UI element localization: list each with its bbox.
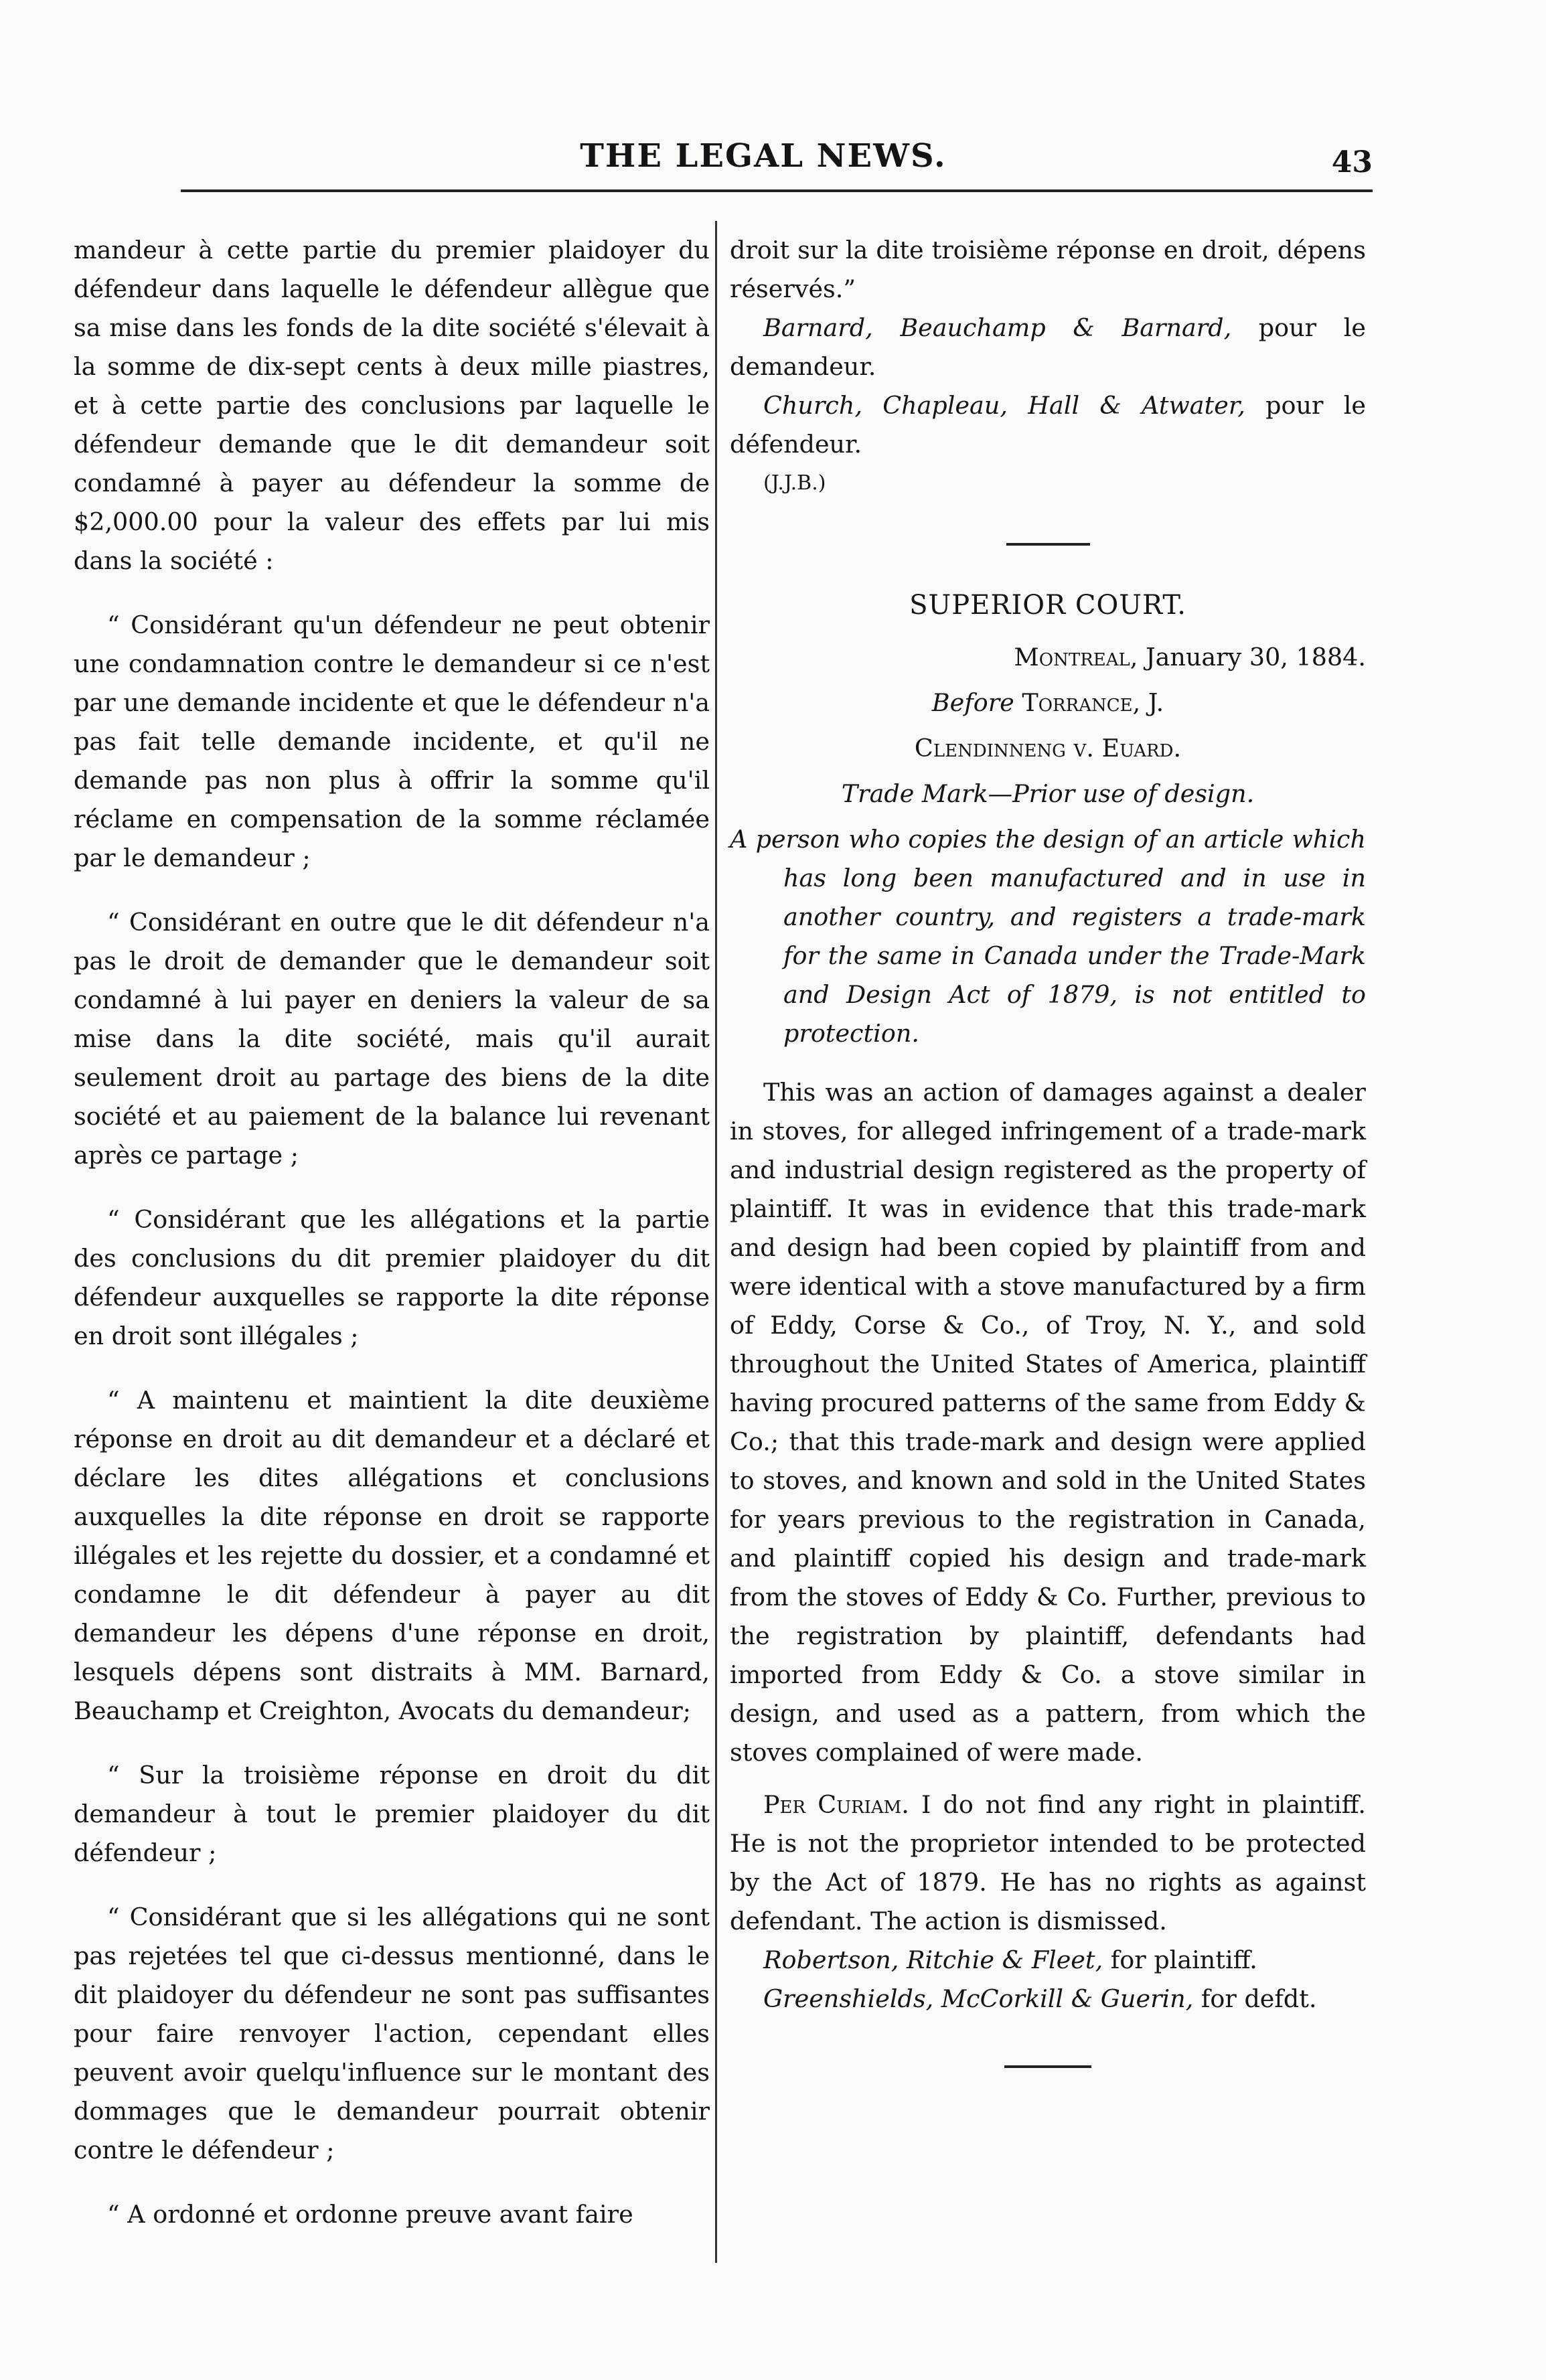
facts-paragraph: This was an action of damages against a dealer in stoves, for alleged infringement of a trade-mark and industrial design registered as the property of plaintiff. It was in evidence that this trade-mark and design had been copied by plaintiff from and were identical with a stove manufactured by a firm of Eddy, Corse & Co., of Troy, N. Y., and sold throughout the United States of America, plaintiff having procured patterns of the same from Eddy & Co.; that this trade-mark and design were applied to stoves, and known and sold in the United States for years previous to the registration in Canada, and plaintiff copied his design and trade-mark from the stoves of Eddy & Co. Further, previous to the registration by plaintiff, defendants had imported from Eddy & Co. a stove similar in design, and used as a pattern, from which the stoves complained of were made.	[730, 1078, 1366, 1767]
paragraph: mandeur à cette partie du premier plaidoyer du défendeur dans laquelle le défendeur allègue que sa mise dans les fonds de la dite société s'élevait à la somme de dix-sept cents à deux mille piastres, et à cette partie des conclusions par laquelle le défendeur demande que le dit demandeur soit condamné à payer au défendeur la somme de $2,000.00 pour la valeur des effets par lui mis dans la société :	[74, 236, 710, 575]
court-heading: SUPERIOR COURT.	[909, 590, 1186, 621]
judge-name: Torrance, J.	[1022, 688, 1164, 717]
final-counsel-plaintiff	[730, 1941, 1366, 1980]
counsel-plaintiff	[730, 309, 1366, 386]
subject-line: Trade Mark—Prior use of design.	[841, 779, 1255, 808]
counsel-names: Church, Chapleau, Hall & Atwater,	[763, 391, 1245, 420]
counsel-names: Robertson, Ritchie & Fleet,	[763, 1946, 1103, 1974]
counsel-names: Greenshields, McCorkill & Guerin,	[763, 1984, 1194, 2013]
counsel-role: pour le défendeur.	[730, 391, 1366, 459]
end-rule	[1004, 2065, 1091, 2068]
final-counsel-defendant	[730, 1980, 1366, 2018]
per-curiam-label: Per Curiam.	[763, 1790, 909, 1819]
column-divider	[715, 221, 717, 2263]
place: Montreal,	[1014, 643, 1138, 671]
paragraph: “ Considérant que si les allégations qui ne sont pas rejetées tel que ci-dessus mentionné, dans le dit plaidoyer du défendeur ne sont pas suffisantes pour faire renvoyer l'action, cependant elles peuvent avoir quelqu'influence sur le montant des dommages que le demandeur pourrait obtenir contre le défendeur ;	[74, 1903, 710, 2164]
judgment-text: I do not find any right in plaintiff. He is not the proprietor intended to be protected by the Act of 1879. He has no rights as against defendant. The action is dismissed.	[730, 1790, 1366, 1935]
counsel-defendant	[730, 386, 1366, 464]
paragraph: “ Considérant en outre que le dit défendeur n'a pas le droit de demander que le demandeur soit condamné à lui payer en deniers la valeur de sa mise dans la dite société, mais qu'il aurait seulement droit au partage des biens de la dite société et au paiement de la balance lui revenant après ce partage ;	[74, 908, 710, 1170]
paragraph: “ A ordonné et ordonne preuve avant faire	[107, 2200, 633, 2229]
before-label: Before	[931, 688, 1014, 717]
headnote: A person who copies the design of an article which has long been manufactured and in use in another country, and registers a trade-mark for the same in Canada under the Trade-Mark and Design Act of 1879, is not entitled to protection.	[730, 825, 1366, 1048]
header-rule	[181, 189, 1373, 192]
running-title: THE LEGAL NEWS.	[580, 137, 947, 175]
counsel-role: pour le demandeur.	[730, 313, 1366, 381]
paragraph: “ Sur la troisième réponse en droit du dit demandeur à tout le premier plaidoyer du dit défendeur ;	[74, 1761, 710, 1867]
date: January 30, 1884.	[1146, 643, 1366, 671]
paragraph: “ A maintenu et maintient la dite deuxième réponse en droit au dit demandeur et a déclaré et déclare les dites allégations et conclusions auxquelles la dite réponse en droit se rapporte illégales et les rejette du dossier, et a condamné et condamne le dit défendeur à payer au dit demandeur les dépens d'une réponse en droit, lesquels dépens sont distraits à MM. Barnard, Beauchamp et Creighton, Avocats du demandeur;	[74, 1386, 710, 1725]
paragraph: “ Considérant qu'un défendeur ne peut obtenir une condamnation contre le demandeur si ce n'est par une demande incidente et que le défendeur n'a pas fait telle demande incidente, et qu'il ne demande pas non plus à offrir la somme qu'il réclame en compensation de la somme réclamée par le demandeur ;	[74, 611, 710, 872]
reporter-initials: (J.J.B.)	[763, 471, 826, 495]
judgment-paragraph	[730, 1786, 1366, 1941]
counsel-role: for defdt.	[1201, 1984, 1317, 2013]
counsel-names: Barnard, Beauchamp & Barnard,	[763, 313, 1232, 342]
page-number: 43	[1331, 145, 1373, 179]
paragraph: “ Considérant que les allégations et la partie des conclusions du dit premier plaidoyer du dit défendeur auxquelles se rapporte la dite réponse en droit sont illégales ;	[74, 1205, 710, 1350]
case-name: Clendinneng v. Euard.	[914, 734, 1182, 763]
dateline	[730, 638, 1366, 677]
page-header	[181, 137, 1373, 191]
counsel-role: for plaintiff.	[1110, 1946, 1257, 1974]
section-rule	[1006, 543, 1090, 546]
judge-line	[730, 684, 1366, 722]
continuation-paragraph: droit sur la dite troisième réponse en droit, dépens réservés.”	[730, 236, 1366, 303]
left-column	[74, 231, 710, 2234]
right-column	[730, 231, 1366, 2068]
